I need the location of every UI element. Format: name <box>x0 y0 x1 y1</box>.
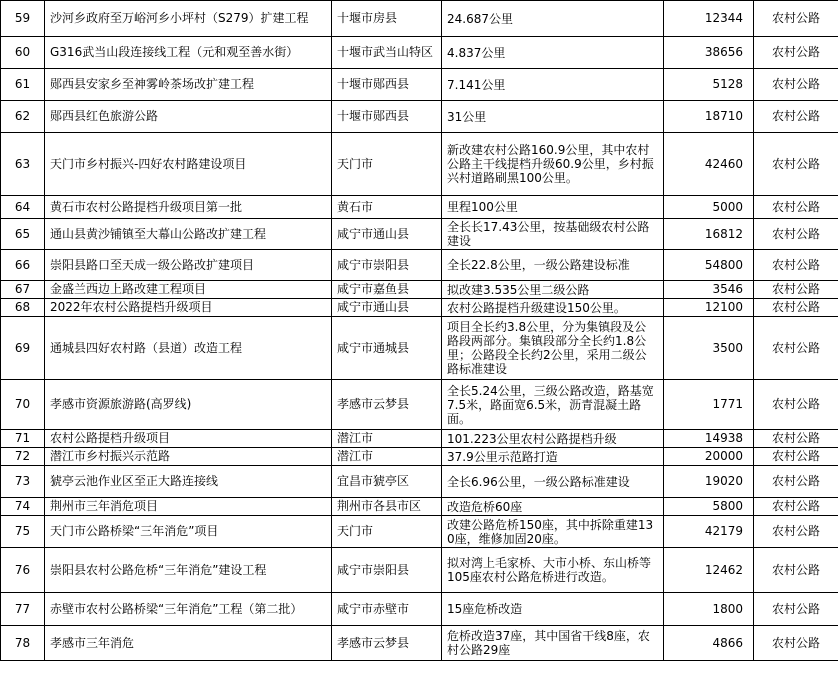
project-location: 潜江市 <box>332 448 442 466</box>
project-name: 荆州市三年消危项目 <box>45 498 332 516</box>
row-number: 78 <box>1 626 45 661</box>
row-number: 76 <box>1 548 45 593</box>
project-location: 咸宁市通城县 <box>332 317 442 380</box>
construction-scale: 全长6.96公里，一级公路标准建设 <box>442 466 664 498</box>
project-name: 通城县四好农村路（县道）改造工程 <box>45 317 332 380</box>
investment-amount: 3500 <box>664 317 754 380</box>
project-type: 农村公路 <box>754 516 838 548</box>
row-number: 62 <box>1 101 45 133</box>
table-row <box>1 516 838 548</box>
project-location: 十堰市郧西县 <box>332 69 442 101</box>
project-location: 咸宁市崇阳县 <box>332 250 442 281</box>
construction-scale: 7.141公里 <box>442 69 664 101</box>
row-number: 71 <box>1 430 45 448</box>
project-type: 农村公路 <box>754 299 838 317</box>
row-number: 73 <box>1 466 45 498</box>
construction-scale: 31公里 <box>442 101 664 133</box>
table-row <box>1 380 838 430</box>
investment-amount: 5800 <box>664 498 754 516</box>
project-name: 黄石市农村公路提档升级项目第一批 <box>45 196 332 219</box>
investment-amount: 42179 <box>664 516 754 548</box>
table-row <box>1 133 838 196</box>
table-body <box>1 1 838 661</box>
project-name: 通山县黄沙铺镇至大幕山公路改扩建工程 <box>45 219 332 250</box>
project-location: 十堰市武当山特区 <box>332 37 442 69</box>
project-name: 郧西县红色旅游公路 <box>45 101 332 133</box>
row-number: 61 <box>1 69 45 101</box>
construction-scale: 全长22.8公里，一级公路建设标准 <box>442 250 664 281</box>
row-number: 75 <box>1 516 45 548</box>
row-number: 69 <box>1 317 45 380</box>
table-row <box>1 626 838 661</box>
investment-amount: 54800 <box>664 250 754 281</box>
project-name: 金盛兰西边上路改建工程项目 <box>45 281 332 299</box>
investment-amount: 3546 <box>664 281 754 299</box>
row-number: 60 <box>1 37 45 69</box>
investment-amount: 12462 <box>664 548 754 593</box>
table-row <box>1 101 838 133</box>
project-type: 农村公路 <box>754 626 838 661</box>
project-type: 农村公路 <box>754 466 838 498</box>
row-number: 63 <box>1 133 45 196</box>
project-location: 咸宁市赤壁市 <box>332 593 442 626</box>
construction-scale: 101.223公里农村公路提档升级 <box>442 430 664 448</box>
project-name: 郧西县安家乡至神雾岭茶场改扩建工程 <box>45 69 332 101</box>
construction-scale: 4.837公里 <box>442 37 664 69</box>
project-type: 农村公路 <box>754 250 838 281</box>
investment-amount: 38656 <box>664 37 754 69</box>
row-number: 77 <box>1 593 45 626</box>
investment-amount: 16812 <box>664 219 754 250</box>
investment-amount: 14938 <box>664 430 754 448</box>
project-type: 农村公路 <box>754 380 838 430</box>
construction-scale: 里程100公里 <box>442 196 664 219</box>
table-row <box>1 466 838 498</box>
project-type: 农村公路 <box>754 1 838 37</box>
project-name: 潜江市乡村振兴示范路 <box>45 448 332 466</box>
construction-scale: 24.687公里 <box>442 1 664 37</box>
investment-amount: 1771 <box>664 380 754 430</box>
table-row <box>1 69 838 101</box>
project-name: 天门市乡村振兴-四好农村路建设项目 <box>45 133 332 196</box>
project-type: 农村公路 <box>754 317 838 380</box>
row-number: 67 <box>1 281 45 299</box>
project-name: 崇阳县路口至天成一级公路改扩建项目 <box>45 250 332 281</box>
investment-amount: 5128 <box>664 69 754 101</box>
table-row <box>1 219 838 250</box>
investment-amount: 5000 <box>664 196 754 219</box>
project-location: 荆州市各县市区 <box>332 498 442 516</box>
project-name: 猇亭云池作业区至正大路连接线 <box>45 466 332 498</box>
project-name: 沙河乡政府至万峪河乡小坪村（S279）扩建工程 <box>45 1 332 37</box>
project-name: 孝感市资源旅游路(高罗线) <box>45 380 332 430</box>
construction-scale: 改造危桥60座 <box>442 498 664 516</box>
project-location: 天门市 <box>332 516 442 548</box>
project-name: 天门市公路桥梁“三年消危”项目 <box>45 516 332 548</box>
construction-scale: 拟改建3.535公里二级公路 <box>442 281 664 299</box>
project-type: 农村公路 <box>754 69 838 101</box>
construction-scale: 改建公路危桥150座，其中拆除重建130座，维修加固20座。 <box>442 516 664 548</box>
row-number: 68 <box>1 299 45 317</box>
row-number: 59 <box>1 1 45 37</box>
project-location: 咸宁市嘉鱼县 <box>332 281 442 299</box>
table-row <box>1 548 838 593</box>
table-row <box>1 430 838 448</box>
project-name: G316武当山段连接线工程（元和观至善水街） <box>45 37 332 69</box>
project-type: 农村公路 <box>754 219 838 250</box>
project-type: 农村公路 <box>754 281 838 299</box>
row-number: 74 <box>1 498 45 516</box>
table-row <box>1 250 838 281</box>
project-location: 咸宁市通山县 <box>332 219 442 250</box>
project-type: 农村公路 <box>754 430 838 448</box>
table-row <box>1 317 838 380</box>
investment-amount: 19020 <box>664 466 754 498</box>
construction-scale: 全长5.24公里，三级公路改造，路基宽7.5米，路面宽6.5米，沥青混凝土路面。 <box>442 380 664 430</box>
construction-scale: 全长长17.43公里，按基础级农村公路建设 <box>442 219 664 250</box>
table-row <box>1 593 838 626</box>
table-row <box>1 196 838 219</box>
row-number: 66 <box>1 250 45 281</box>
construction-scale: 危桥改造37座，其中国省干线8座，农村公路29座 <box>442 626 664 661</box>
project-location: 宜昌市猇亭区 <box>332 466 442 498</box>
project-name: 2022年农村公路提档升级项目 <box>45 299 332 317</box>
project-type: 农村公路 <box>754 196 838 219</box>
project-location: 十堰市房县 <box>332 1 442 37</box>
row-number: 65 <box>1 219 45 250</box>
construction-scale: 农村公路提档升级建设150公里。 <box>442 299 664 317</box>
project-name: 孝感市三年消危 <box>45 626 332 661</box>
table-row <box>1 281 838 299</box>
table-row <box>1 37 838 69</box>
project-name: 农村公路提档升级项目 <box>45 430 332 448</box>
project-location: 咸宁市通山县 <box>332 299 442 317</box>
table-row <box>1 448 838 466</box>
project-type: 农村公路 <box>754 448 838 466</box>
investment-amount: 18710 <box>664 101 754 133</box>
project-location: 天门市 <box>332 133 442 196</box>
project-type: 农村公路 <box>754 101 838 133</box>
row-number: 72 <box>1 448 45 466</box>
investment-amount: 1800 <box>664 593 754 626</box>
project-location: 孝感市云梦县 <box>332 380 442 430</box>
construction-scale: 拟对湾上毛家桥、大市小桥、东山桥等105座农村公路危桥进行改造。 <box>442 548 664 593</box>
construction-scale: 新改建农村公路160.9公里，其中农村公路主干线提档升级60.9公里，乡村振兴村道路刷黑100公里。 <box>442 133 664 196</box>
table-row <box>1 299 838 317</box>
project-type: 农村公路 <box>754 133 838 196</box>
project-type: 农村公路 <box>754 498 838 516</box>
project-location: 黄石市 <box>332 196 442 219</box>
project-location: 咸宁市崇阳县 <box>332 548 442 593</box>
table-row <box>1 498 838 516</box>
project-name: 崇阳县农村公路危桥“三年消危”建设工程 <box>45 548 332 593</box>
investment-amount: 12100 <box>664 299 754 317</box>
row-number: 64 <box>1 196 45 219</box>
construction-scale: 项目全长约3.8公里，分为集镇段及公路段两部分。集镇段部分全长约1.8公里；公路段全长约2公里，采用二级公路标准建设 <box>442 317 664 380</box>
project-name: 赤壁市农村公路桥梁“三年消危”工程（第二批） <box>45 593 332 626</box>
investment-amount: 4866 <box>664 626 754 661</box>
project-location: 十堰市郧西县 <box>332 101 442 133</box>
project-type: 农村公路 <box>754 593 838 626</box>
project-type: 农村公路 <box>754 37 838 69</box>
project-type: 农村公路 <box>754 548 838 593</box>
table-row <box>1 1 838 37</box>
project-location: 潜江市 <box>332 430 442 448</box>
row-number: 70 <box>1 380 45 430</box>
construction-scale: 37.9公里示范路打造 <box>442 448 664 466</box>
investment-amount: 20000 <box>664 448 754 466</box>
project-location: 孝感市云梦县 <box>332 626 442 661</box>
construction-scale: 15座危桥改造 <box>442 593 664 626</box>
investment-amount: 42460 <box>664 133 754 196</box>
investment-amount: 12344 <box>664 1 754 37</box>
